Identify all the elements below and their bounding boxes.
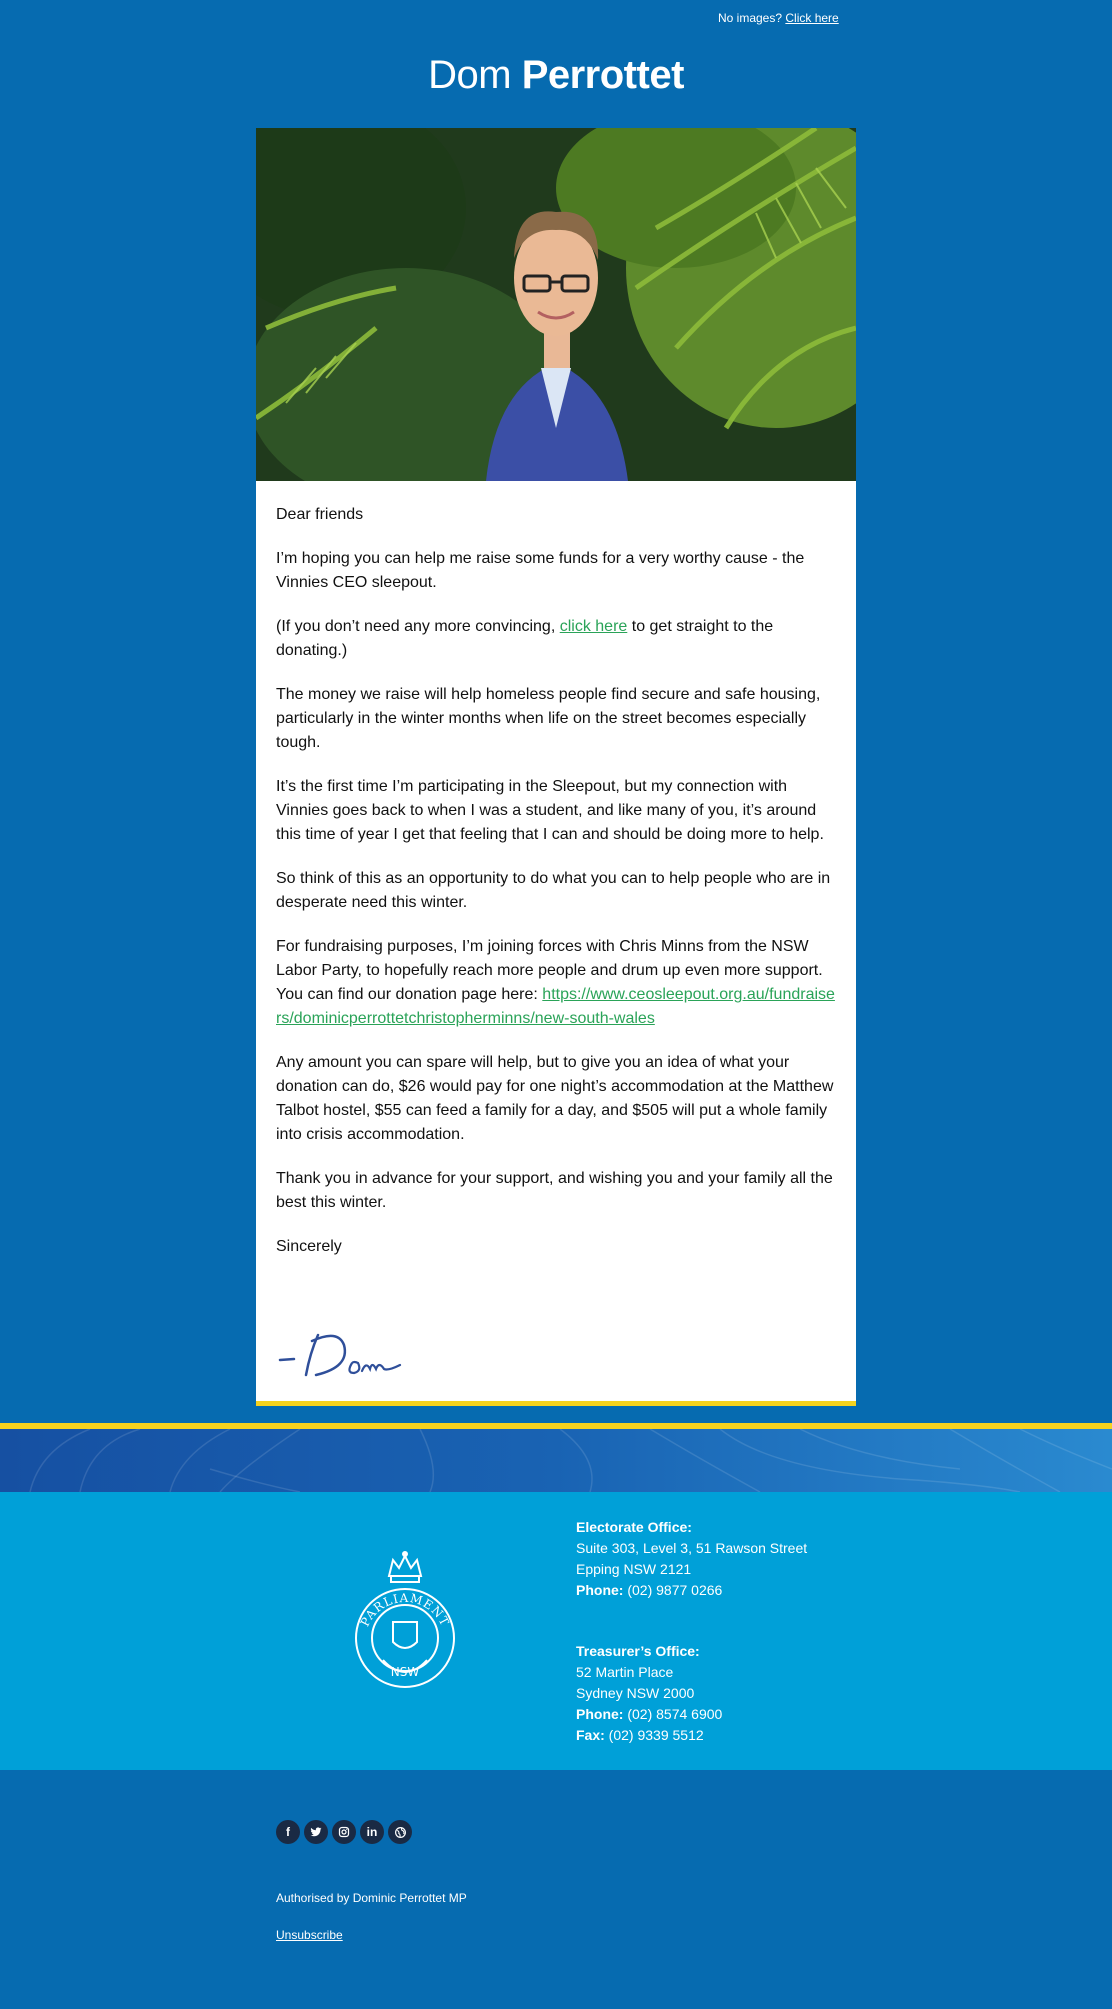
donate-link[interactable]: click here	[559, 618, 628, 635]
phone-label: Phone:	[576, 1582, 624, 1598]
paragraph-1: I’m hoping you can help me raise some funds for a very worthy cause - the Vinnies CEO sleepout.	[276, 550, 805, 591]
logo	[0, 50, 1112, 100]
paragraph-7: Any amount you can spare will help, but to give you an idea of what your donation can do, $26 would pay for one night’s accommodation at the Matthew Talbot hostel, $55 can feed a family for a day, and $505 will put a whole family into crisis accommodation.	[276, 1054, 834, 1143]
hero-photo	[256, 128, 856, 481]
phone-number: (02) 9877 0266	[623, 1582, 723, 1598]
electorate-address-line2: Epping NSW 2121	[576, 1561, 692, 1577]
paragraph-5: So think of this as an opportunity to do what you can to help people who are in desperate need this winter.	[276, 870, 831, 911]
preheader-text: No images?	[718, 11, 783, 25]
electorate-phone	[576, 1580, 807, 1601]
crest-top-text: PARLIAMENT	[357, 1590, 453, 1629]
paragraph-6-text: For fundraising purposes, I’m joining forces with Chris Minns from the NSW Labor Party, to hopefully reach more people and drum up even more support. You can find our donation page here:	[276, 938, 823, 1003]
linkedin-icon[interactable]: in	[360, 1820, 384, 1844]
paragraph-2-text-end: to get straight to the donating.)	[276, 618, 774, 659]
paragraph-8: Thank you in advance for your support, and wishing you and your family all the best this winter.	[276, 1170, 833, 1211]
treasurer-office	[576, 1641, 722, 1746]
paragraph-4: It’s the first time I’m participating in the Sleepout, but my connection with Vinnies goes back to when I was a student, and like many of you, it’s around this time of year I get that feeling that I can and should be doing more to help.	[276, 778, 824, 843]
footer	[0, 1770, 1112, 2009]
paragraph-6	[276, 935, 836, 1031]
crest-bottom-text: NSW	[390, 1665, 420, 1679]
closing: Sincerely	[276, 1238, 342, 1255]
instagram-icon[interactable]	[332, 1820, 356, 1844]
unsubscribe-link[interactable]: Unsubscribe	[276, 1928, 343, 1942]
donation-page-link[interactable]: https://www.ceosleepout.org.au/fundraisers/dominicperrottetchristopherminns/new-south-wales	[276, 986, 835, 1027]
treasurer-office-title: Treasurer’s Office:	[576, 1643, 700, 1659]
facebook-icon[interactable]: f	[276, 1820, 300, 1844]
electorate-office	[576, 1517, 807, 1601]
website-icon[interactable]	[388, 1820, 412, 1844]
logo-first-name: Dom	[428, 53, 512, 97]
letter-card	[256, 128, 856, 1406]
social-links	[276, 1820, 412, 1844]
fax-label: Fax:	[576, 1727, 605, 1743]
paragraph-2	[276, 615, 836, 663]
logo-last-name: Perrottet	[521, 53, 684, 97]
twitter-icon[interactable]	[304, 1820, 328, 1844]
authorisation-text: Authorised by Dominic Perrottet MP	[276, 1891, 467, 1905]
electorate-address-line1: Suite 303, Level 3, 51 Rawson Street	[576, 1540, 808, 1556]
treasurer-fax	[576, 1725, 722, 1746]
contact-section	[0, 1492, 1112, 1770]
preheader	[718, 11, 839, 25]
view-online-link[interactable]: Click here	[785, 11, 839, 25]
paragraph-3: The money we raise will help homeless people find secure and safe housing, particularly in the winter months when life on the street becomes especially tough.	[276, 686, 821, 751]
greeting: Dear friends	[276, 506, 364, 523]
electorate-office-title: Electorate Office:	[576, 1519, 692, 1535]
treasurer-phone	[576, 1704, 722, 1725]
treasurer-address-line2: Sydney NSW 2000	[576, 1685, 695, 1701]
parliament-nsw-crest	[353, 1550, 457, 1699]
phone-number: (02) 8574 6900	[623, 1706, 723, 1722]
fax-number: (02) 9339 5512	[604, 1727, 704, 1743]
svg-text:PARLIAMENT	[358, 1591, 452, 1629]
phone-label: Phone:	[576, 1706, 624, 1722]
treasurer-address-line1: 52 Martin Place	[576, 1664, 674, 1680]
signature	[276, 1323, 406, 1388]
letter-body	[276, 503, 836, 1279]
paragraph-2-text: (If you don’t need any more convincing,	[276, 618, 560, 635]
contour-pattern	[0, 1429, 1112, 1492]
